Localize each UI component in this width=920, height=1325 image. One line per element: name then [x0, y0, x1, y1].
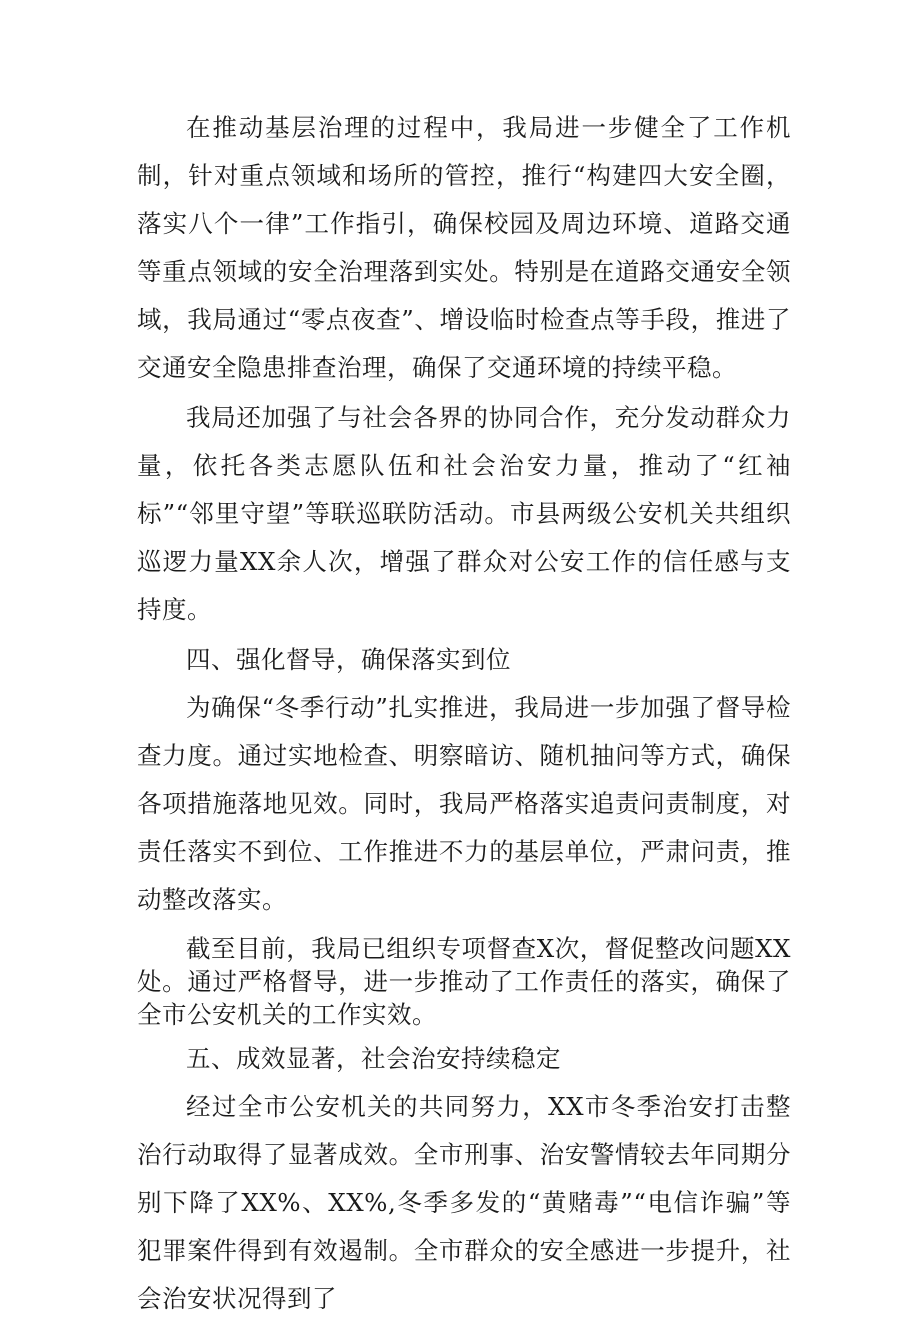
section-heading-results: 五、成效显著，社会治安持续稳定	[186, 1044, 561, 1073]
paragraph-grassroots-governance: 在推动基层治理的过程中，我局进一步健全了工作机制，针对重点领域和场所的管控，推行“构建四大安全圈，落实八个一律”工作指引，确保校园及周边环境、道路交通等重点领域的安全治理落到实处。特别是在道路交通安全领域，我局通过“零点夜查”、增设临时检查点等手段，推进了交通安全隐患排查治理，确保了交通环境的持续平稳。	[137, 113, 791, 382]
section-heading-supervision: 四、强化督导，确保落实到位	[186, 645, 511, 674]
paragraph-social-cooperation: 我局还加强了与社会各界的协同合作，充分发动群众力量，依托各类志愿队伍和社会治安力量，推动了“红袖标”“邻里守望”等联巡联防活动。市县两级公安机关共组织巡逻力量XX余人次，增强了群众对公安工作的信任感与支持度。	[137, 403, 791, 624]
paragraph-results: 经过全市公安机关的共同努力，XX市冬季治安打击整治行动取得了显著成效。全市刑事、治安警情较去年同期分别下降了XX%、XX%,冬季多发的“黄赌毒”“电信诈骗”等犯罪案件得到有效遏制。全市群众的安全感进一步提升，社会治安状况得到了	[137, 1092, 791, 1313]
paragraph-supervision: 为确保“冬季行动”扎实推进，我局进一步加强了督导检查力度。通过实地检查、明察暗访、随机抽问等方式，确保各项措施落地见效。同时，我局严格落实追责问责制度，对责任落实不到位、工作推进不力的基层单位，严肃问责，推动整改落实。	[137, 693, 791, 914]
paragraph-inspection-results: 截至目前，我局已组织专项督查X次，督促整改问题XX处。通过严格督导，进一步推动了工作责任的落实，确保了全市公安机关的工作实效。	[137, 934, 791, 1029]
document-body	[137, 104, 791, 1325]
